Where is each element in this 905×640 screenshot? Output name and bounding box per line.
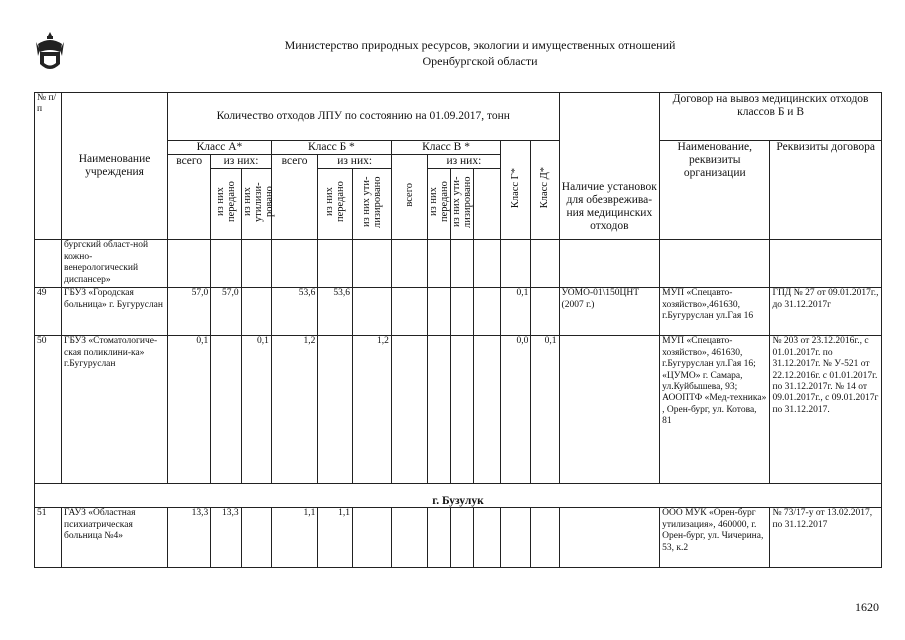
cell-number: 51 <box>35 508 62 568</box>
b-utilized-header: из них ути-лизировано <box>352 169 391 240</box>
cell-requisites: № 203 от 23.12.2016г., с 01.01.2017г. по 31.12.2017г. № У-521 от 22.12.2016г. с 01.01.2017г. по 31.12.2017г. № 14 от 09.01.2017г., с 09.01.2017г по 31.12.2017. <box>770 336 882 484</box>
cell-a-transferred: 57,0 <box>211 288 241 336</box>
b-transferred-header: из них передано <box>318 169 353 240</box>
cell-requisites: № 73/17-у от 13.02.2017, по 31.12.2017 <box>770 508 882 568</box>
cell-a-total: 13,3 <box>168 508 211 568</box>
b-ofthem-header: из них: <box>318 155 392 169</box>
cell-name: ГБУЗ «Городская больница» г. Бугуруслан <box>62 288 168 336</box>
cell-b-total: 53,6 <box>271 288 318 336</box>
page-number: 1620 <box>855 600 879 614</box>
cell-class-g: 0,1 <box>501 288 531 336</box>
cell-number: 50 <box>35 336 62 484</box>
table-row <box>35 336 882 484</box>
cell-number: 49 <box>35 288 62 336</box>
table-row <box>35 484 882 508</box>
waste-table <box>34 92 882 568</box>
class-b-header: Класс Б * <box>271 141 391 155</box>
cell-name: ГБУЗ «Стоматологиче-ская поликлини-ка» г.Бугуруслан <box>62 336 168 484</box>
col-number-header: № п/ п <box>35 93 62 240</box>
col-installations-header: Наличие установок для обезврежива-ния медицинских отходов <box>559 93 660 240</box>
cell-requisites: ГПД № 27 от 09.01.2017г., до 31.12.2017г <box>770 288 882 336</box>
table-row <box>35 508 882 568</box>
table-row <box>35 288 882 336</box>
cell-b-total: 1,1 <box>271 508 318 568</box>
class-v-header: Класс В * <box>391 141 500 155</box>
cell-b-utilized: 1,2 <box>352 336 391 484</box>
cell-a-utilized: 0,1 <box>241 336 271 484</box>
v-utilized-header: из них ути-лизировано <box>451 169 474 240</box>
v-ofthem-header: из них: <box>427 155 501 169</box>
v-total-header: всего <box>391 155 427 240</box>
a-ofthem-header: из них: <box>211 155 272 169</box>
cell-name: бургский област-ной кожно-венерологический диспансер» <box>62 240 168 288</box>
class-d-header: Класс Д* <box>531 141 559 240</box>
cell-org: МУП «Спецавто-хозяйство»,461630, г.Бугуруслан ул.Гая 16 <box>660 288 770 336</box>
col-name-header: Наименование учреждения <box>62 93 168 240</box>
cell-class-g: 0,0 <box>501 336 531 484</box>
v-transferred-header: из них передано <box>427 169 451 240</box>
cell-org: МУП «Спецавто-хозяйство», 461630, г.Бугуруслан ул.Гая 16; «ЦУМО» г. Самара, ул.Куйбышева, 93; АООПТФ «Мед-техника» , Орен-бург, ул. Котова, 81 <box>660 336 770 484</box>
cell-org: ООО МУК «Орен-бург утилизация», 460000, г. Орен-бург, ул. Чичерина, 53, к.2 <box>660 508 770 568</box>
b-total-header: всего <box>271 155 318 240</box>
table-row <box>35 240 882 288</box>
ministry-title: Министерство природных ресурсов, экологии и имущественных отношений <box>284 38 676 52</box>
cell-a-transferred: 13,3 <box>211 508 241 568</box>
org-header: Наименование, реквизиты организации <box>660 141 770 240</box>
a-total-header: всего <box>168 155 211 240</box>
cell-class-d: 0,1 <box>531 336 559 484</box>
cell-a-total: 57,0 <box>168 288 211 336</box>
region-title: Оренбургской области <box>422 54 538 68</box>
cell-a-total: 0,1 <box>168 336 211 484</box>
cell-installations: УОМО-01\150ЦНТ (2007 г.) <box>559 288 660 336</box>
a-utilized-header: из них утилизи-ровано <box>241 169 271 240</box>
coat-of-arms-icon <box>35 30 65 76</box>
col-quantity-header: Количество отходов ЛПУ по состоянию на 01.09.2017, тонн <box>168 93 560 141</box>
class-a-header: Класс А* <box>168 141 272 155</box>
class-g-header: Класс Г* <box>501 141 531 240</box>
col-contract-header: Договор на вывоз медицинских отходов классов Б и В <box>660 93 882 141</box>
cell-b-transferred: 53,6 <box>318 288 353 336</box>
a-transferred-header: из них передано <box>211 169 241 240</box>
cell-name: ГАУЗ «Областная психиатрическая больница №4» <box>62 508 168 568</box>
cell-b-transferred: 1,1 <box>318 508 353 568</box>
cell-b-total: 1,2 <box>271 336 318 484</box>
requisites-header: Реквизиты договора <box>770 141 882 240</box>
city-heading: г. Бузулук <box>35 484 882 508</box>
